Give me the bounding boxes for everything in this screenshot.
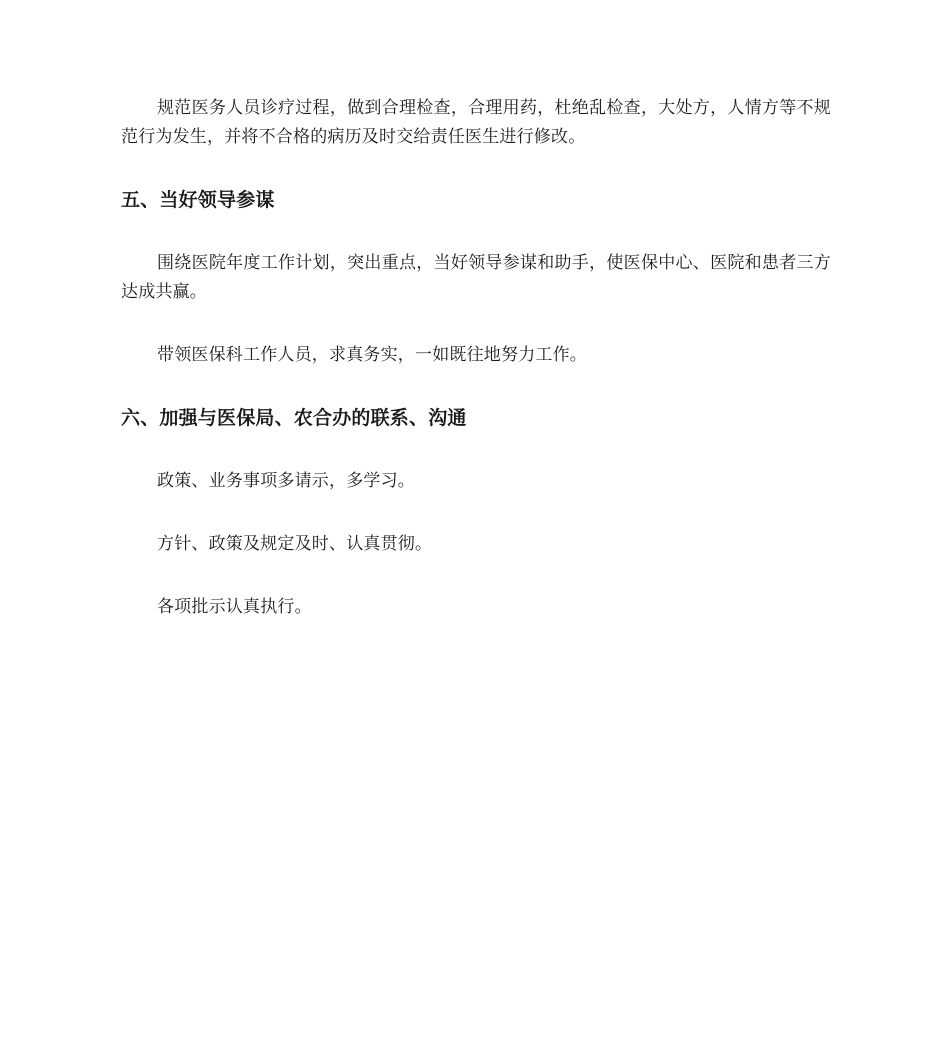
paragraph-diagnosis-standards: 规范医务人员诊疗过程，做到合理检查，合理用药，杜绝乱检查，大处方，人情方等不规范行为发生，并将不合格的病历及时交给责任医生进行修改。: [121, 98, 831, 147]
paragraph-consult: 政策、业务事项多请示，多学习。: [157, 471, 415, 491]
paragraph-execute-instructions: 各项批示认真执行。: [157, 597, 312, 617]
section-heading-6: 六、加强与医保局、农合办的联系、沟通: [121, 407, 467, 429]
paragraph-lead-staff: 带领医保科工作人员，求真务实，一如既往地努力工作。: [157, 345, 587, 365]
section-heading-5: 五、当好领导参谋: [121, 189, 275, 211]
document-page: [121, 94, 831, 622]
paragraph-implement-policy: 方针、政策及规定及时、认真贯彻。: [157, 534, 433, 554]
paragraph-work-plan: 围绕医院年度工作计划，突出重点，当好领导参谋和助手，使医保中心、医院和患者三方达成共赢。: [121, 253, 831, 302]
